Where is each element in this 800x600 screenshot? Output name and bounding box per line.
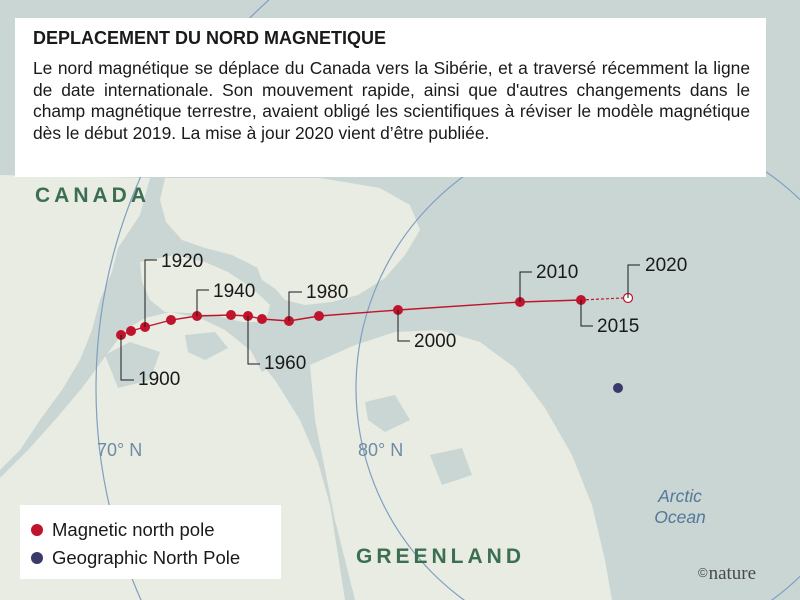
year-label-1920: 1920 <box>161 251 204 272</box>
info-box <box>15 18 766 177</box>
legend-item-magnetic <box>31 516 281 544</box>
greenland-label: GREENLAND <box>356 545 526 568</box>
magnetic-pole-point <box>126 326 136 336</box>
magnetic-pole-point <box>226 310 236 320</box>
canada-label: CANADA <box>35 184 150 207</box>
nature-credit <box>698 563 756 585</box>
legend <box>20 505 281 579</box>
year-label-2015: 2015 <box>597 316 640 337</box>
info-title: DEPLACEMENT DU NORD MAGNETIQUE <box>33 28 387 48</box>
year-label-2000: 2000 <box>414 331 457 352</box>
geographic-north-pole <box>613 383 623 393</box>
legend-label-magnetic: Magnetic north pole <box>52 519 215 540</box>
magnetic-pole-point <box>314 311 324 321</box>
info-text: Le nord magnétique se déplace du Canada vers la Sibérie, et a traversé récemment la ligne de date internationale. Son mouvement rapide, ainsi que d'autres changements dans le champ magnétique terrestre, avaient obligé les scientifiques à réviser le modèle magnétique dès le début 2019. La mise à jour 2020 vient d’être publiée. <box>33 58 750 143</box>
ocean-label-line1: Arctic <box>658 486 702 506</box>
latitude-70-label: 70° N <box>97 440 143 460</box>
geographic-pole-marker-icon <box>31 552 43 564</box>
magnetic-pole-point <box>166 315 176 325</box>
legend-label-geographic: Geographic North Pole <box>52 547 241 568</box>
legend-item-geographic <box>31 544 281 572</box>
year-label-1900: 1900 <box>138 369 181 390</box>
magnetic-pole-point <box>257 314 267 324</box>
year-label-1960: 1960 <box>264 353 307 374</box>
arctic-ocean-label <box>640 486 720 528</box>
year-label-1940: 1940 <box>213 281 256 302</box>
latitude-80-label: 80° N <box>358 440 404 460</box>
year-label-2010: 2010 <box>536 262 579 283</box>
year-label-2020: 2020 <box>645 255 688 276</box>
ocean-label-line2: Ocean <box>654 507 706 527</box>
copyright-mark: © <box>698 565 708 580</box>
year-label-1980: 1980 <box>306 282 349 303</box>
magnetic-pole-marker-icon <box>31 524 43 536</box>
credit-name: nature <box>708 563 757 584</box>
